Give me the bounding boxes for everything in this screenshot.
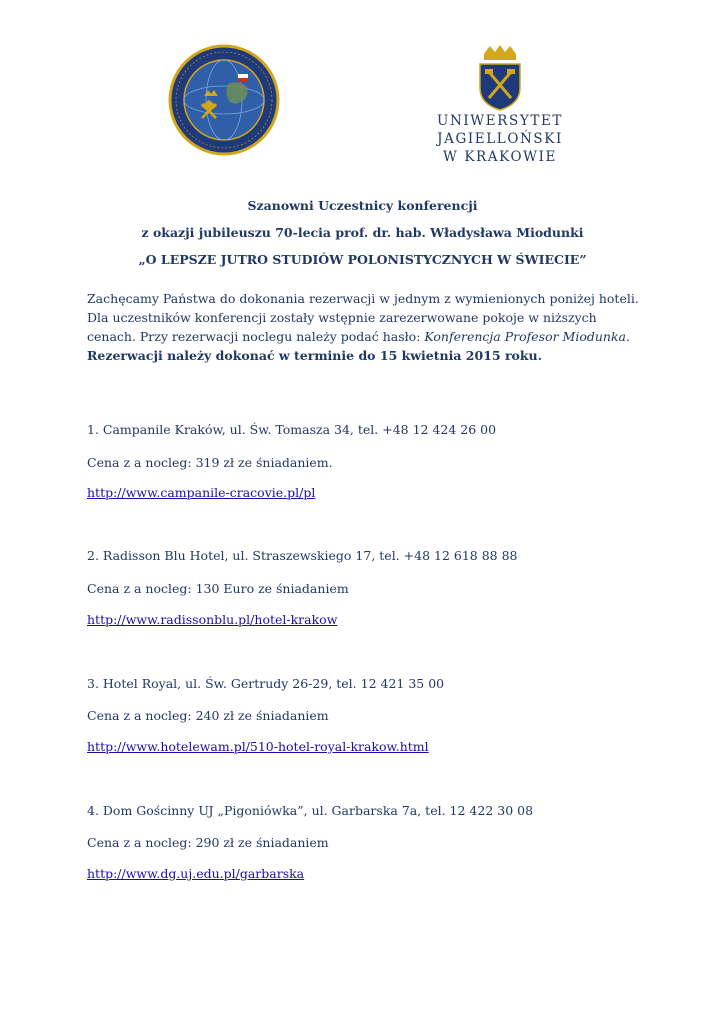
hotel-price: Cena z a nocleg: 130 Euro ze śniadaniem bbox=[87, 581, 349, 596]
hotel-link[interactable]: http://www.campanile-cracovie.pl/pl bbox=[87, 485, 316, 500]
conference-seal-globe-icon bbox=[168, 44, 280, 156]
hotel-title: 4. Dom Gościnny UJ „Pigoniówka”, ul. Garbarska 7a, tel. 12 422 30 08 bbox=[87, 803, 534, 818]
uj-name bbox=[385, 112, 615, 166]
occasion: z okazji jubileuszu 70-lecia prof. dr. hab. Władysława Miodunki bbox=[141, 225, 584, 240]
hotel-price: Cena z a nocleg: 319 zł ze śniadaniem. bbox=[87, 455, 333, 470]
uj-logo bbox=[385, 40, 615, 190]
intro-line: Zachęcamy Państwa do dokonania rezerwacji w jednym z wymienionych poniżej hoteli. bbox=[87, 291, 639, 306]
jagiellonian-crest-icon bbox=[476, 44, 524, 112]
conference-title: „O LEPSZE JUTRO STUDIÓW POLONISTYCZNYCH W ŚWIECIE” bbox=[138, 252, 587, 267]
intro-line: Dla uczestników konferencji zostały wstępnie zarezerwowane pokoje w niższych bbox=[87, 310, 597, 325]
hotel-title: 1. Campanile Kraków, ul. Św. Tomasza 34, tel. +48 12 424 26 00 bbox=[87, 422, 497, 437]
hotel-link[interactable]: http://www.hotelewam.pl/510-hotel-royal-krakow.html bbox=[87, 739, 429, 754]
password-label: cenach. Przy rezerwacji noclegu należy podać hasło: bbox=[87, 329, 425, 344]
hotel-link[interactable]: http://www.radissonblu.pl/hotel-krakow bbox=[87, 612, 338, 627]
uj-name-line1: UNIWERSYTET JAGIELLOŃSKI bbox=[436, 113, 564, 147]
hotel-price: Cena z a nocleg: 240 zł ze śniadaniem bbox=[87, 708, 329, 723]
deadline-text: Rezerwacji należy dokonać w terminie do 15 kwietnia 2015 roku. bbox=[87, 348, 542, 363]
letter-heading bbox=[0, 192, 725, 273]
greeting: Szanowni Uczestnicy konferencji bbox=[247, 198, 478, 213]
hotel-link[interactable]: http://www.dg.uj.edu.pl/garbarska bbox=[87, 866, 305, 881]
header-logos bbox=[0, 40, 725, 165]
uj-name-line2: W KRAKOWIE bbox=[442, 149, 558, 165]
hotel-title: 2. Radisson Blu Hotel, ul. Straszewskiego 17, tel. +48 12 618 88 88 bbox=[87, 548, 518, 563]
intro-paragraph bbox=[87, 289, 657, 365]
hotel-price: Cena z a nocleg: 290 zł ze śniadaniem bbox=[87, 835, 329, 850]
hotel-title: 3. Hotel Royal, ul. Św. Gertrudy 26-29, tel. 12 421 35 00 bbox=[87, 676, 445, 691]
intro-line-password bbox=[87, 327, 657, 346]
password-text: Konferencja Profesor Miodunka. bbox=[424, 329, 630, 344]
